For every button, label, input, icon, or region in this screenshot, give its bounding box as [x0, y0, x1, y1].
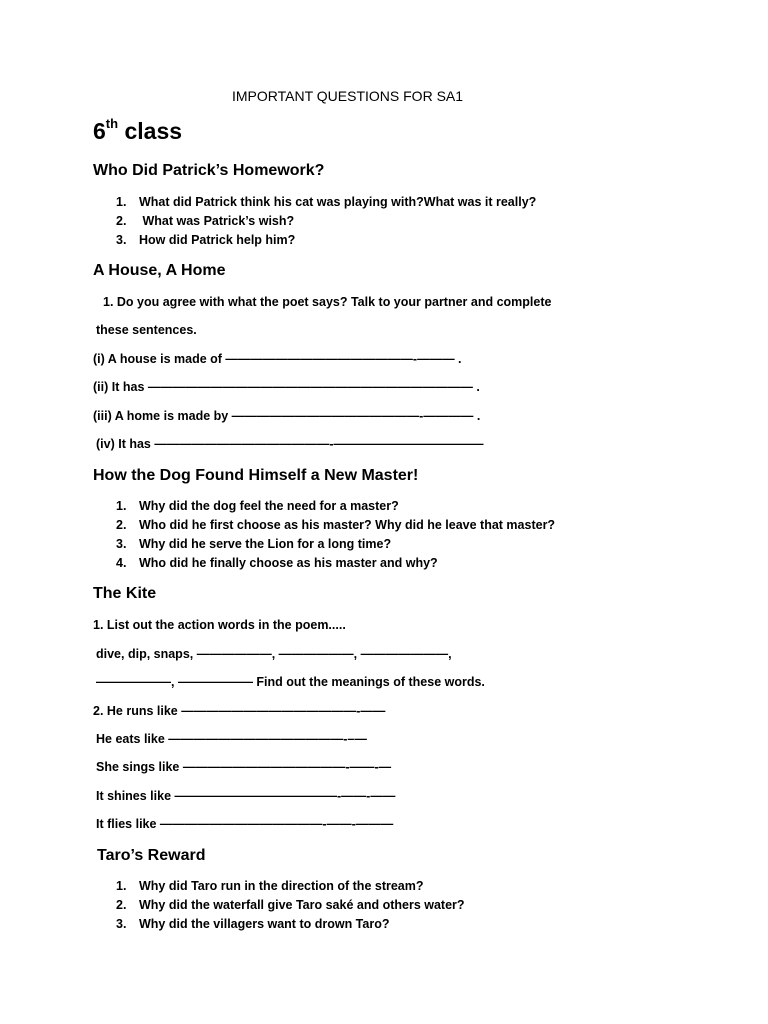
list-item: 1. What did Patrick think his cat was playing with?What was it really? — [116, 195, 537, 209]
fill-blank-line: (iii) A home is made by ———————————————-———— . — [93, 409, 481, 423]
list-item: 4. Who did he finally choose as his master and why? — [116, 556, 438, 570]
class-suffix: th — [105, 116, 119, 132]
fill-blank-line: (i) A house is made of ———————————————-——— . — [93, 352, 462, 366]
class-number: 6 — [93, 118, 106, 144]
fill-blank-line: It shines like —————————————-——-—— — [96, 789, 396, 803]
text-line: 1. Do you agree with what the poet says? Talk to your partner and complete — [103, 295, 552, 309]
fill-blank-line: (ii) It has —————————————————————————— . — [93, 380, 480, 394]
list-item: 2. Who did he first choose as his master? Why did he leave that master? — [116, 518, 556, 532]
list-item: 2. What was Patrick’s wish? — [116, 214, 295, 228]
text-line: these sentences. — [96, 323, 197, 337]
fill-blank-line: dive, dip, snaps, ——————, ——————, ———————, — [96, 647, 452, 661]
section-heading-kite: The Kite — [93, 585, 157, 602]
fill-blank-line: It flies like —————————————-——-——— — [96, 817, 394, 831]
list-item: 3. Why did he serve the Lion for a long time? — [116, 537, 392, 551]
section-heading-house: A House, A Home — [93, 262, 226, 279]
section-heading-patrick: Who Did Patrick’s Homework? — [93, 162, 325, 179]
text-line: 1. List out the action words in the poem..... — [93, 618, 346, 632]
section-heading-taro: Taro’s Reward — [97, 847, 206, 864]
fill-blank-line: He eats like ——————————————-–— — [96, 732, 367, 746]
class-label — [93, 118, 182, 145]
fill-blank-line: ——————, —————— Find out the meanings of these words. — [96, 675, 485, 689]
fill-blank-line: (iv) It has ——————————————-———————————— — [96, 437, 484, 451]
fill-blank-line: 2. He runs like ——————————————-—— — [93, 704, 386, 718]
class-word: class — [124, 118, 183, 144]
fill-blank-line: She sings like —————————————-——-— — [96, 760, 392, 774]
list-item: 3. How did Patrick help him? — [116, 233, 296, 247]
list-item: 2. Why did the waterfall give Taro saké and others water? — [116, 898, 465, 912]
list-item: 3. Why did the villagers want to drown Taro? — [116, 917, 390, 931]
section-heading-dog: How the Dog Found Himself a New Master! — [93, 467, 419, 484]
page-title: IMPORTANT QUESTIONS FOR SA1 — [232, 88, 464, 104]
list-item: 1. Why did the dog feel the need for a master? — [116, 499, 399, 513]
list-item: 1. Why did Taro run in the direction of the stream? — [116, 879, 424, 893]
